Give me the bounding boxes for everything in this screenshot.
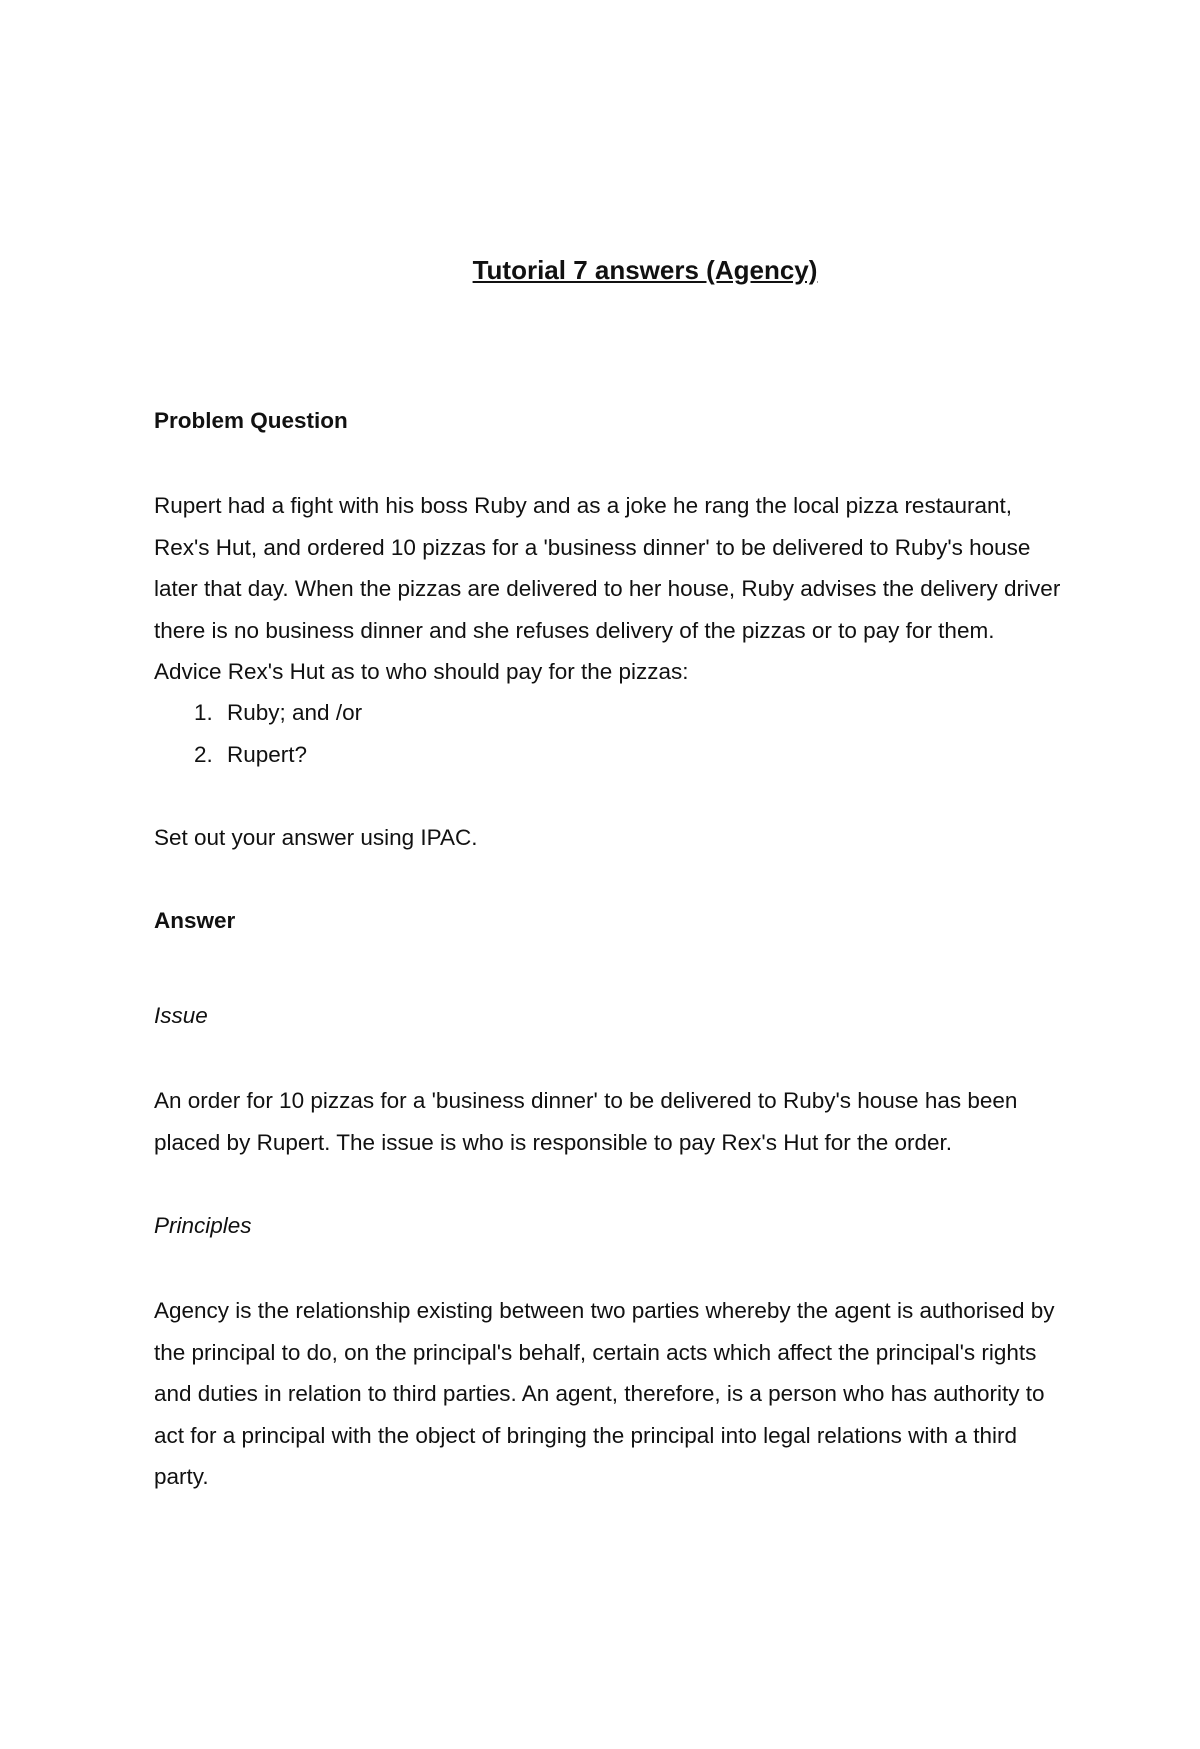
issue-line: An order for 10 pizzas for a 'business dinner' to be delivered to Ruby's house has been — [154, 1088, 1018, 1113]
principles-heading: Principles — [154, 1213, 252, 1238]
problem-line: Rex's Hut, and ordered 10 pizzas for a 'business dinner' to be delivered to Ruby's house — [154, 534, 1031, 560]
issue-heading: Issue — [154, 1003, 208, 1028]
list-item-text: Ruby; and /or — [227, 700, 363, 725]
list-item — [194, 692, 362, 734]
problem-line: Advice Rex's Hut as to who should pay for the pizzas: — [154, 659, 689, 684]
principles-line: the principal to do, on the principal's behalf, certain acts which affect the principal's rights — [154, 1339, 1037, 1365]
problem-line: there is no business dinner and she refuses delivery of the pizzas or to pay for them. — [154, 617, 995, 643]
ipac-instruction: Set out your answer using IPAC. — [154, 825, 478, 850]
list-item-text: Rupert? — [227, 741, 308, 767]
principles-line: Agency is the relationship existing between two parties whereby the agent is authorised by — [154, 1298, 1055, 1323]
document-title: Tutorial 7 answers (Agency) — [472, 255, 818, 285]
problem-line: later that day. When the pizzas are delivered to her house, Ruby advises the delivery driver — [154, 576, 1061, 601]
list-item — [194, 734, 362, 776]
problem-line: Rupert had a fight with his boss Ruby and as a joke he rang the local pizza restaurant, — [154, 493, 1012, 518]
problem-question-text — [154, 485, 1144, 693]
issue-text — [154, 1080, 1144, 1163]
list-item-number: 2. — [194, 741, 213, 767]
issue-line: placed by Rupert. The issue is who is responsible to pay Rex's Hut for the order. — [154, 1129, 953, 1155]
answer-heading: Answer — [154, 908, 236, 933]
principles-line: act for a principal with the object of bringing the principal into legal relations with a third — [154, 1422, 1017, 1448]
list-item-number: 1. — [194, 700, 213, 725]
principles-text — [154, 1290, 1144, 1498]
problem-numbered-list — [194, 692, 362, 775]
principles-line: party. — [154, 1464, 209, 1489]
problem-question-heading: Problem Question — [154, 408, 348, 433]
principles-line: and duties in relation to third parties. An agent, therefore, is a person who has authority to — [154, 1381, 1045, 1406]
